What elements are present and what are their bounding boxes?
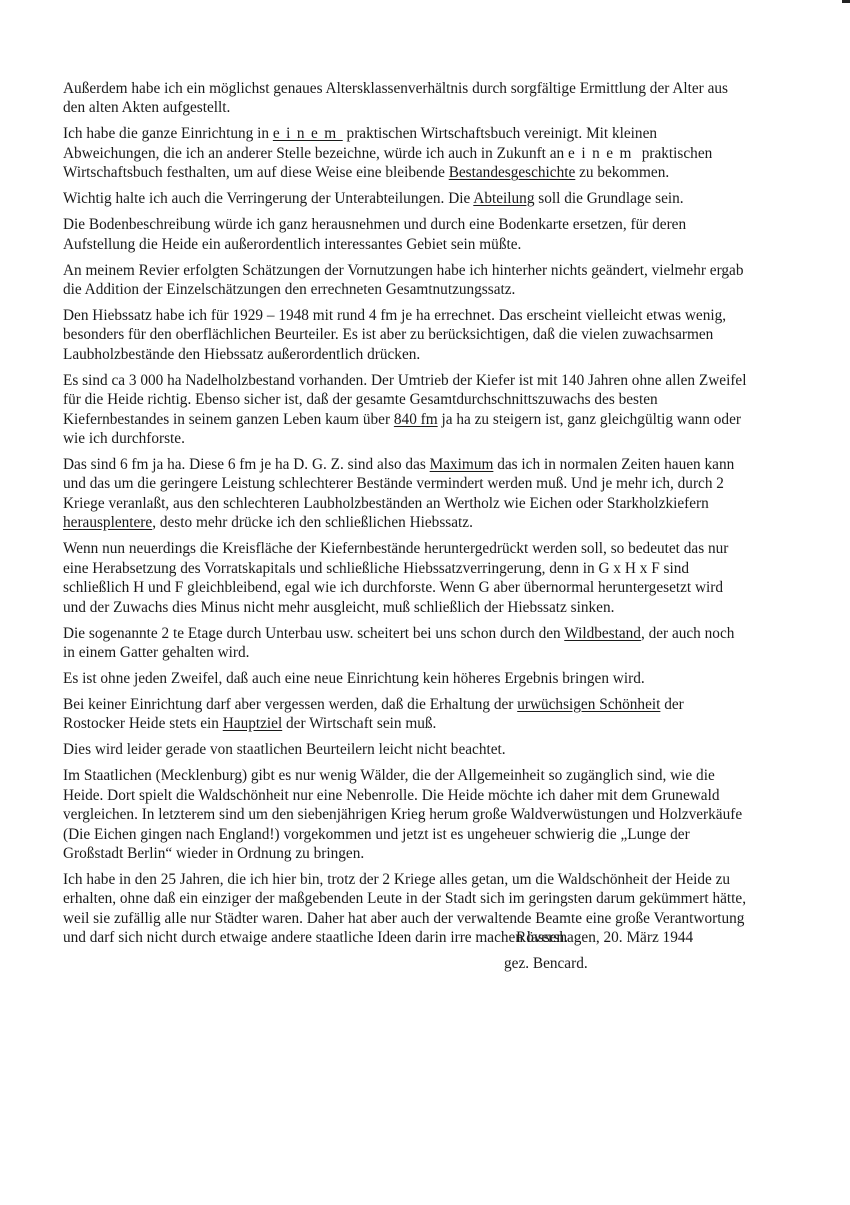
paragraph [63, 371, 748, 449]
text-run: Dies wird leider gerade von staatlichen Beurteilern leicht nicht beachtet. [63, 741, 506, 759]
paragraph [63, 79, 748, 118]
text-run: Ich habe in den 25 Jahren, die ich hier bin, trotz der 2 Kriege alles getan, um die Waldschönheit der Heide zu erhalten, ohne daß ein einziger der maßgebenden Leute in der Stadt sich im geringsten darum gekümmert hätte, weil sie zufällig alle nur Städter waren. Daher hat aber auch der verwaltende Beamte eine große Verantwortung und darf sich nicht durch etwaige andere staatliche Ideen darin irre machen lassen. [63, 870, 747, 947]
paragraph [63, 539, 748, 617]
text-run: soll die Grundlage sein. [534, 190, 684, 208]
paragraph [63, 624, 748, 663]
signature: gez. Bencard. [504, 954, 588, 972]
underlined-text: Maximum [429, 456, 494, 474]
text-run: praktischen Wirtschaftsbuch vereinigt. Mit kleinen Abweichungen, die ich an anderer Stelle bezeichne, würde ich auch in Zukunft an [63, 125, 658, 162]
text-run: Es ist ohne jeden Zweifel, daß auch eine neue Einrichtung kein höheres Ergebnis bringen wird. [63, 669, 645, 687]
text-run: der Rostocker Heide stets ein [63, 695, 684, 733]
underlined-text: herausplentere [63, 514, 153, 532]
place-date: Rövershagen, 20. März 1944 [516, 929, 694, 947]
paragraph [63, 669, 748, 688]
paragraph [63, 740, 748, 759]
text-run: Ich habe die ganze Einrichtung in [63, 125, 273, 143]
underlined-text: Abteilung [473, 190, 535, 208]
text-run: Im Staatlichen (Mecklenburg) gibt es nur wenig Wälder, die der Allgemeinheit so zugänglich sind, wie die Heide. Dort spielt die Waldschönheit nur eine Nebenrolle. Die Heide möchte ich daher mit dem Grunewald vergleichen. In letzterem sind um den siebenjährigen Krieg herum große Waldverwüstungen und Holzverkäufe (Die Eichen gingen nach England!) vorgekommen und jetzt ist es ungeheuer schwierig die „Lunge der Großstadt Berlin“ wieder in Ordnung zu bringen. [63, 767, 743, 862]
paragraph [63, 455, 748, 533]
signature-line [63, 954, 748, 973]
text-run: Außerdem habe ich ein möglichst genaues Altersklassenverhältnis durch sorgfältige Ermittlung der Alter aus den alten Akten aufgestellt. [63, 80, 728, 117]
paragraph [63, 215, 748, 254]
underlined-text: einem [272, 125, 343, 143]
paragraph [63, 261, 748, 300]
text-run: Wenn nun neuerdings die Kreisfläche der Kiefernbestände heruntergedrückt werden soll, so bedeutet das nur eine Herabsetzung des Vorratskapitals und schließliche Hiebssatzverringerung, denn in G x H x F sind schließlich H und F gleichbleibend, egal wie ich durchforste. Wenn G aber übernormal heruntergesetzt wird und der Zuwachs dies Minus nicht mehr ausgleicht, muß schließlich der Hiebssatz sinken. [63, 540, 729, 616]
text-run: An meinem Revier erfolgten Schätzungen der Vornutzungen habe ich hinterher nichts geändert, vielmehr ergab die Addition der Einzelschätzungen den errechneten Gesamtnutzungssatz. [63, 261, 744, 299]
text-run: ja ha zu steigern ist, ganz gleichgültig wann oder wie ich durchforste. [63, 410, 741, 448]
text-run: praktischen Wirtschaftsbuch festhalten, um auf diese Weise eine bleibende [63, 144, 713, 182]
text-run: , der auch noch in einem Gatter gehalten wird. [63, 624, 735, 661]
paragraph [63, 306, 748, 364]
text-run: das ich in normalen Zeiten hauen kann und das um die geringere Leistung schlechterer Bestände vermindert werden muß. Und je mehr ich, durch 2 Kriege veranlaßt, aus den schlechteren Laubholzbeständen an Wertholz wie Eichen oder Starkholzkiefern [63, 456, 735, 512]
text-run: Die Bodenbeschreibung würde ich ganz herausnehmen und durch eine Bodenkarte ersetzen, für deren Aufstellung die Heide ein außerordentlich interessantes Gebiet sein müßte. [63, 216, 687, 253]
underlined-text: Wildbestand [564, 624, 641, 642]
underlined-text: urwüchsigen Schönheit [517, 695, 661, 713]
underlined-text: Bestandesgeschichte [448, 164, 576, 182]
place-date-line [63, 928, 748, 947]
text-run: zu bekommen. [575, 164, 670, 182]
text-run: Den Hiebssatz habe ich für 1929 – 1948 mit rund 4 fm je ha errechnet. Das erscheint vielleicht etwas wenig, besonders für den oberflächlichen Beurteiler. Es ist aber zu berücksichtigen, daß die vielen zuwachsarmen Laubholzbestände den Hiebssatz außerordentlich drücken. [63, 307, 727, 363]
paragraph-list [63, 79, 748, 948]
text-run: der Wirtschaft sein muß. [282, 715, 437, 733]
text-run: , desto mehr drücke ich den schließlichen Hiebssatz. [152, 514, 473, 532]
underlined-text: Hauptziel [222, 715, 283, 733]
underlined-text: 840 fm [393, 410, 438, 428]
paragraph [63, 766, 748, 863]
paragraph [63, 124, 748, 182]
text-run: Wichtig halte ich auch die Verringerung der Unterabteilungen. Die [63, 190, 474, 208]
text-run: Das sind 6 fm ja ha. Diese 6 fm je ha D. G. Z. sind also das [63, 456, 430, 474]
text-run: Die sogenannte 2 te Etage durch Unterbau usw. scheitert bei uns schon durch den [63, 624, 565, 642]
corner-mark [842, 0, 850, 3]
letter-body [63, 79, 748, 973]
text-run: Es sind ca 3 000 ha Nadelholzbestand vorhanden. Der Umtrieb der Kiefer ist mit 140 Jahren ohne allen Zweifel für die Heide richtig. Ebenso sicher ist, daß der gesamte Gesamtdurchschnittszuwachs des besten Kiefernbestandes in seinem ganzen Leben kaum über [63, 371, 747, 428]
spaced-text: einem [568, 144, 638, 162]
paragraph [63, 189, 748, 208]
text-run: Bei keiner Einrichtung darf aber vergessen werden, daß die Erhaltung der [63, 695, 518, 713]
paragraph [63, 695, 748, 734]
